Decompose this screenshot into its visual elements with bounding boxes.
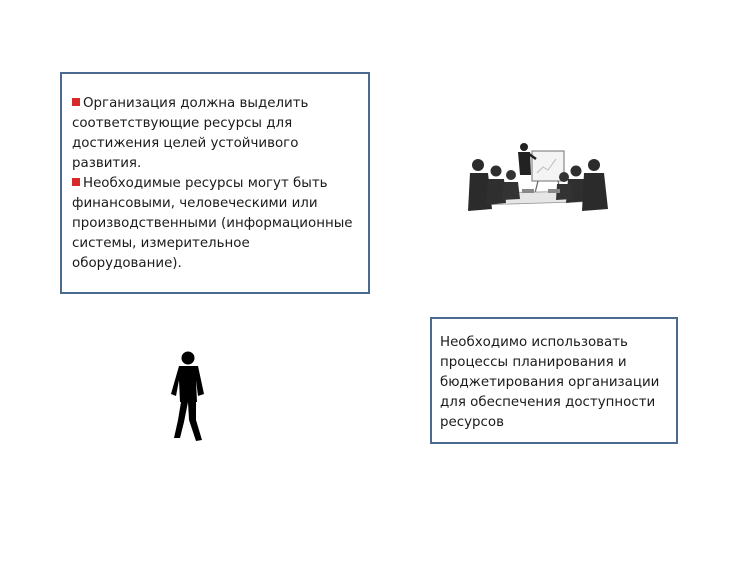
bullet-text-types: Необходимые ресурсы могут быть финансовыми, человеческими или производственными (информационные системы, измерительное оборудование). [72,176,353,271]
bullet-item-types [72,174,358,274]
walking-man-silhouette-icon [170,350,212,445]
resources-textbox [60,72,370,294]
planning-textbox [430,317,678,444]
planning-text: Необходимо использовать процессы планирования и бюджетирования организации для обеспечения доступности ресурсов [440,335,660,430]
red-square-bullet-icon [72,178,80,186]
red-square-bullet-icon [72,98,80,106]
bullet-text-allocate: Организация должна выделить соответствующие ресурсы для достижения целей устойчивого развития. [72,96,309,171]
business-meeting-silhouette-icon [468,135,608,223]
bullet-item-allocate [72,94,358,174]
